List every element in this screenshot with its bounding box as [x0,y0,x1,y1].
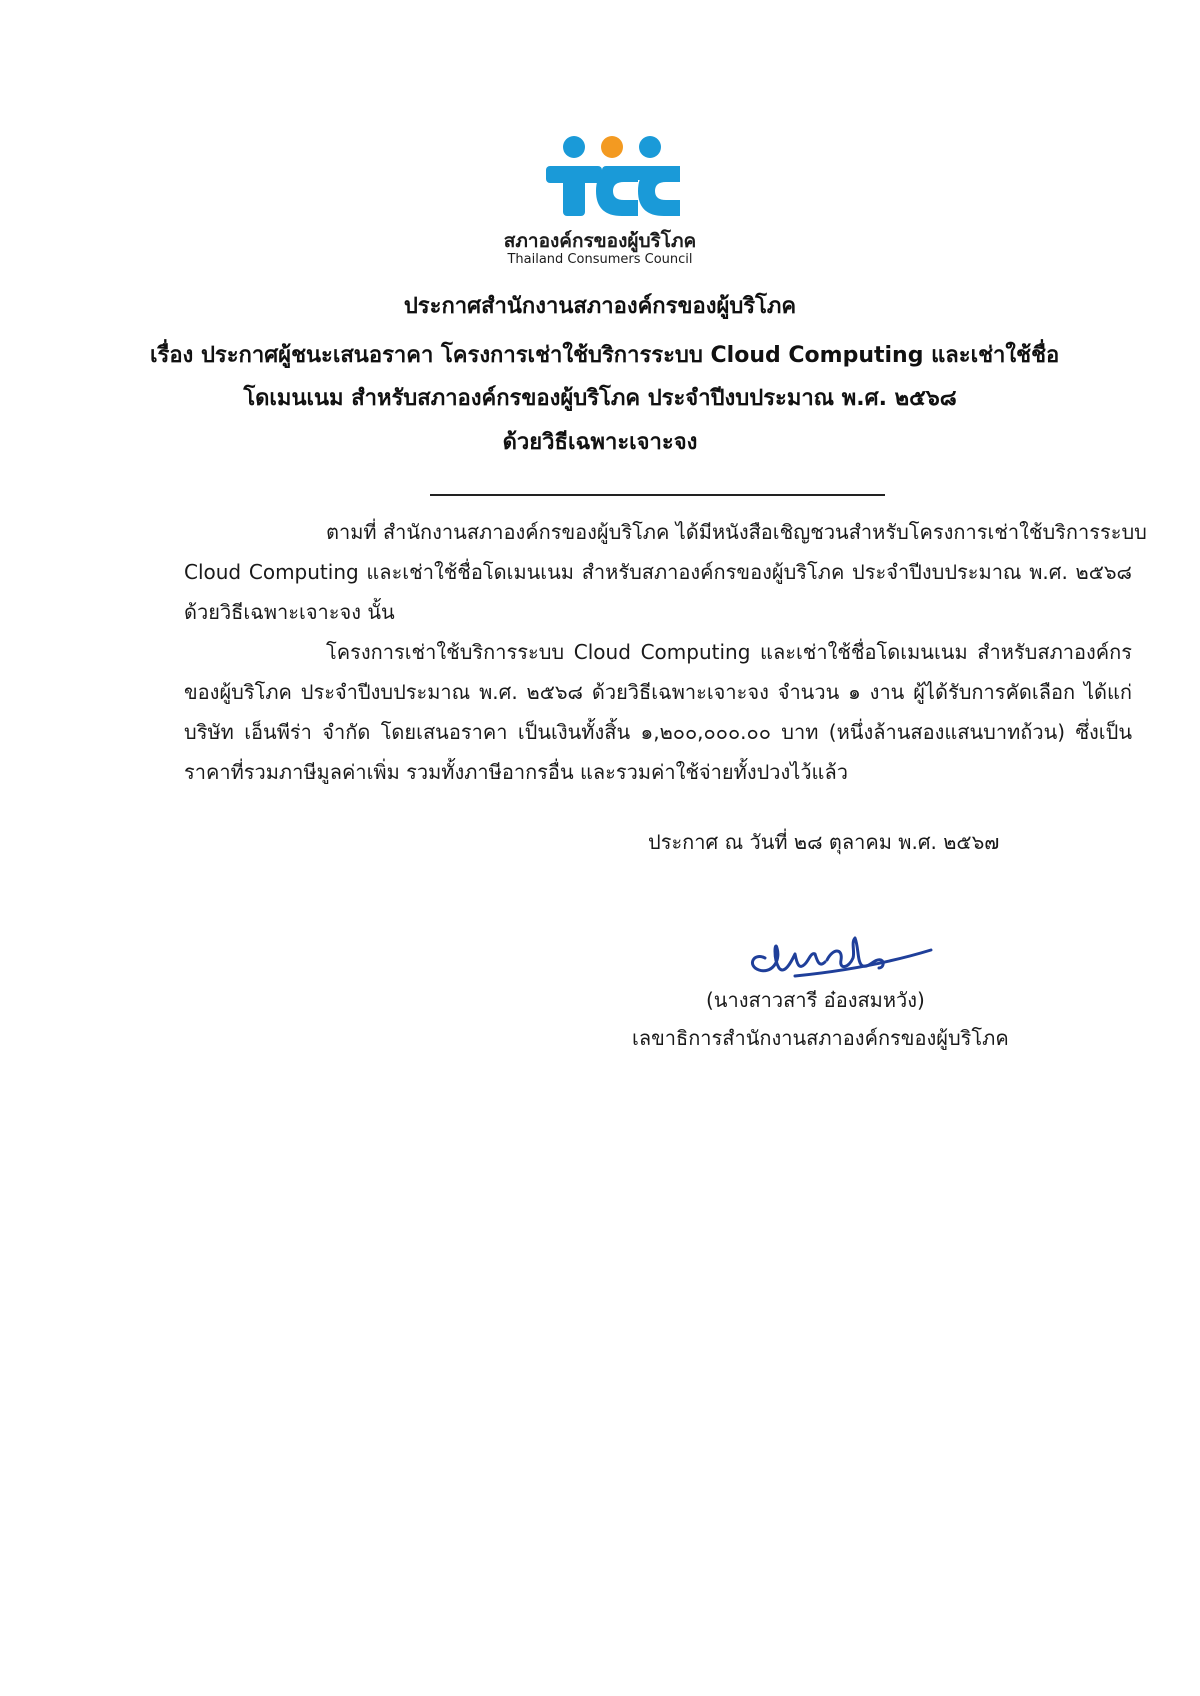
paragraph-2-line-1: โครงการเช่าใช้บริการระบบ Cloud Computing และเช่าใช้ชื่อโดเมนเนม สำหรับสภาองค์กร [326,640,1132,664]
paragraph-2-line-4: ราคาที่รวมภาษีมูลค่าเพิ่ม รวมทั้งภาษีอากรอื่น และรวมค่าใช้จ่ายทั้งปวงไว้แล้ว [184,760,848,784]
tcc-logo-mark [500,132,700,224]
signer-name: (นางสาวสารี อ๋องสมหวัง) [706,988,925,1012]
logo-dot-left [563,136,585,158]
heading-divider [430,494,885,496]
tcc-logo [500,132,700,280]
heading-line-3: โดเมนเนม สำหรับสภาองค์กรของผู้บริโภค ประจำปีงบประมาณ พ.ศ. ๒๕๖๘ [243,386,957,411]
heading-line-4: ด้วยวิธีเฉพาะเจาะจง [502,430,698,455]
signer-title: เลขาธิการสำนักงานสภาองค์กรของผู้บริโภค [632,1026,1009,1050]
paragraph-2-line-3: บริษัท เอ็นพีร่า จำกัด โดยเสนอราคา เป็นเงินทั้งสิ้น ๑,๒๐๐,๐๐๐.๐๐ บาท (หนึ่งล้านสองแสนบาทถ้วน) ซึ่งเป็น [184,720,1132,744]
logo-dot-right [639,136,661,158]
heading-line-2: เรื่อง ประกาศผู้ชนะเสนอราคา โครงการเช่าใช้บริการระบบ Cloud Computing และเช่าใช้ชื่อ [150,343,1060,368]
heading-line-1: ประกาศสำนักงานสภาองค์กรของผู้บริโภค [403,294,797,319]
signature-image [735,918,935,988]
logo-name-thai: สภาองค์กรของผู้บริโภค [503,230,697,252]
logo-name-english: Thailand Consumers Council [507,252,693,267]
paragraph-1-line-2: Cloud Computing และเช่าใช้ชื่อโดเมนเนม สำหรับสภาองค์กรของผู้บริโภค ประจำปีงบประมาณ พ.ศ. ๒๕๖๘ [184,560,1132,584]
logo-dot-middle [601,136,623,158]
logo-top-bar [602,166,680,180]
paragraph-1-line-3: ด้วยวิธีเฉพาะเจาะจง นั้น [184,600,395,624]
paragraph-1-line-1: ตามที่ สำนักงานสภาองค์กรของผู้บริโภค ได้มีหนังสือเชิญชวนสำหรับโครงการเช่าใช้บริการระบบ [326,520,1147,544]
announcement-date: ประกาศ ณ วันที่ ๒๘ ตุลาคม พ.ศ. ๒๕๖๗ [648,830,1000,854]
paragraph-2-line-2: ของผู้บริโภค ประจำปีงบประมาณ พ.ศ. ๒๕๖๘ ด้วยวิธีเฉพาะเจาะจง จำนวน ๑ งาน ผู้ได้รับการคัดเลือก ได้แก่ [184,680,1132,704]
logo-t-bar [546,166,602,183]
